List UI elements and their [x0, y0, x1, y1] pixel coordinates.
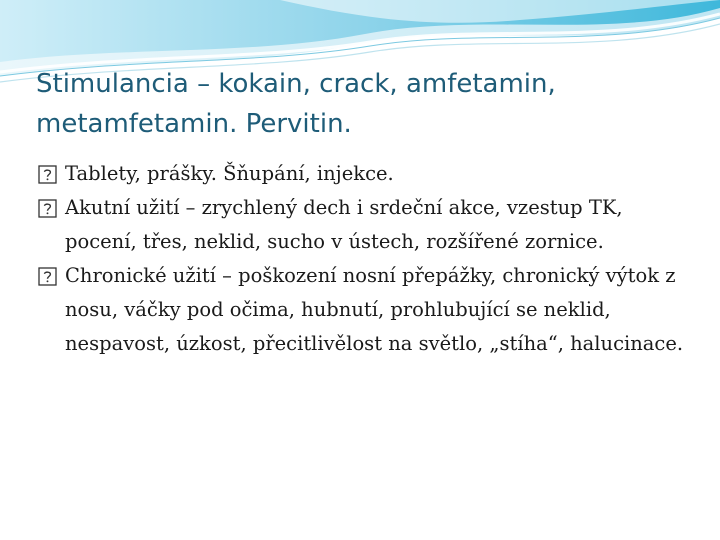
- bullet-item-3: [38, 259, 698, 361]
- bullet-item-2: [38, 191, 698, 259]
- missing-glyph-box-icon: [38, 199, 57, 218]
- missing-glyph-box-icon: [38, 165, 57, 184]
- bullet-item-1: [38, 157, 698, 191]
- bullet-list: [38, 157, 698, 361]
- slide-title: Stimulancia – kokain, crack, amfetamin, metamfetamin. Pervitin.: [36, 69, 556, 139]
- missing-glyph-box-icon: [38, 267, 57, 286]
- bullet-text-1: Tablety, prášky. Šňupání, injekce.: [65, 162, 394, 185]
- bullet-text-2: Akutní užití – zrychlený dech i srdeční akce, vzestup TK, pocení, třes, neklid, sucho v ústech, rozšířené zornice.: [65, 196, 623, 253]
- bullet-text-3: Chronické užití – poškození nosní přepážky, chronický výtok z nosu, váčky pod očima, hubnutí, prohlubující se neklid, nespavost, úzkost, přecitlivělost na světlo, „stíha“, halucinace.: [65, 264, 684, 355]
